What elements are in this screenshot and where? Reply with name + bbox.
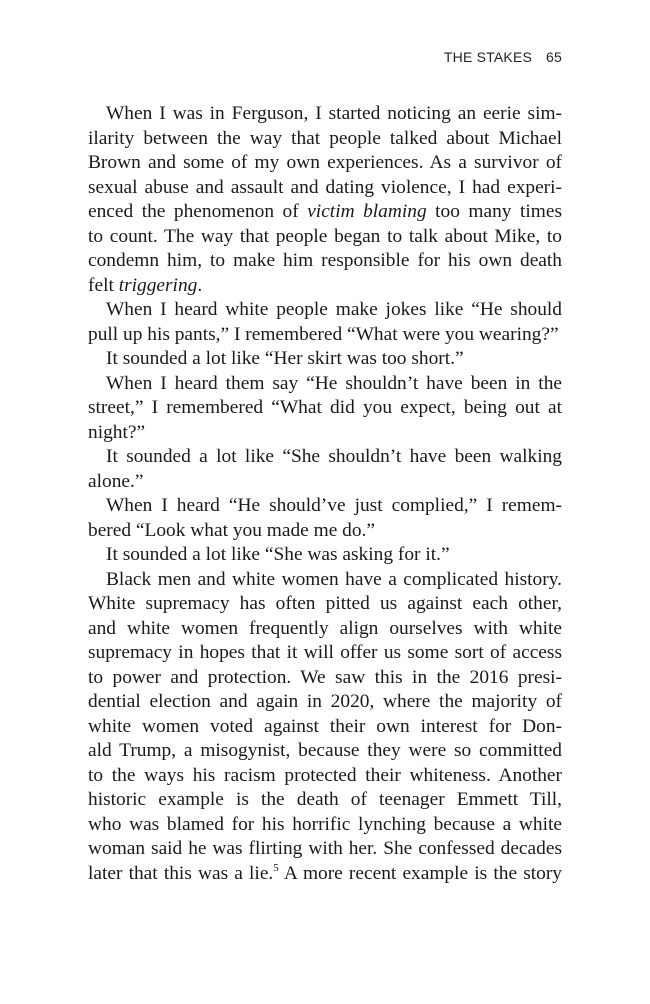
text-line: and white women frequently align ourselves with white (88, 617, 562, 639)
text-line: It sounded a lot like “She was asking for it.” (106, 544, 450, 565)
text-line: It sounded a lot like “Her skirt was too short.” (106, 348, 464, 369)
body-text (88, 102, 562, 886)
text-line: historic example is the death of teenager Emmett Till, (88, 789, 562, 810)
text-line: sexual abuse and assault and dating violence, I had experi- (88, 176, 562, 198)
section-title: THE STAKES (443, 49, 533, 65)
text-line: condemn him, to make him responsible for his own death (88, 250, 562, 271)
text-line: ald Trump, a misogynist, because they were so committed (88, 740, 562, 761)
text-line: White supremacy has often pitted us against each other, (88, 593, 562, 614)
text-line: white women voted against their own interest for Don- (88, 715, 562, 737)
text-line: ilarity between the way that people talked about Michael (88, 127, 562, 149)
text-line: When I heard “He should’ve just complied,” I remem- (106, 495, 562, 516)
text-line: alone.” (88, 470, 144, 492)
italic-phrase: victim blaming (307, 201, 427, 222)
text-line: street,” I remembered “What did you expect, being out at (88, 397, 562, 418)
text-line: later that this was a lie.$^5$ A more recent example is the story (88, 861, 562, 884)
text-line: Black men and white women have a complicated history. (106, 568, 562, 590)
text-line: to power and protection. We saw this in the 2016 presi- (88, 666, 562, 688)
text-line: It sounded a lot like “She shouldn’t have been walking (106, 446, 562, 467)
running-head (444, 49, 562, 65)
text-line: woman said he was flirting with her. She confessed decades (88, 838, 562, 859)
text-line: When I was in Ferguson, I started noticing an eerie sim- (106, 103, 562, 124)
footnote-marker: 5 (273, 861, 279, 874)
text-line: felt triggering. (88, 274, 203, 296)
text-line: bered “Look what you made me do.” (88, 519, 375, 541)
text-line: supremacy in hopes that it will offer us some sort of access (88, 642, 562, 663)
text-line: to the ways his racism protected their whiteness. Another (88, 764, 562, 786)
text-line: Brown and some of my own experiences. As a survivor of (88, 152, 562, 173)
text-line: who was blamed for his horrific lynching because a white (88, 813, 562, 835)
italic-phrase: triggering (118, 274, 198, 296)
text-line: to count. The way that people began to talk about Mike, to (88, 225, 562, 247)
text-line: When I heard them say “He shouldn’t have been in the (106, 372, 562, 394)
text-line: night?” (88, 421, 146, 443)
text-line: When I heard white people make jokes like “He should (106, 299, 562, 320)
text-line: enced the phenomenon of victim blaming too many times (88, 201, 562, 222)
text-line: pull up his pants,” I remembered “What were you wearing?” (88, 323, 559, 345)
text-line: dential election and again in 2020, where the majority of (88, 691, 562, 712)
page-number: 65 (546, 49, 562, 65)
